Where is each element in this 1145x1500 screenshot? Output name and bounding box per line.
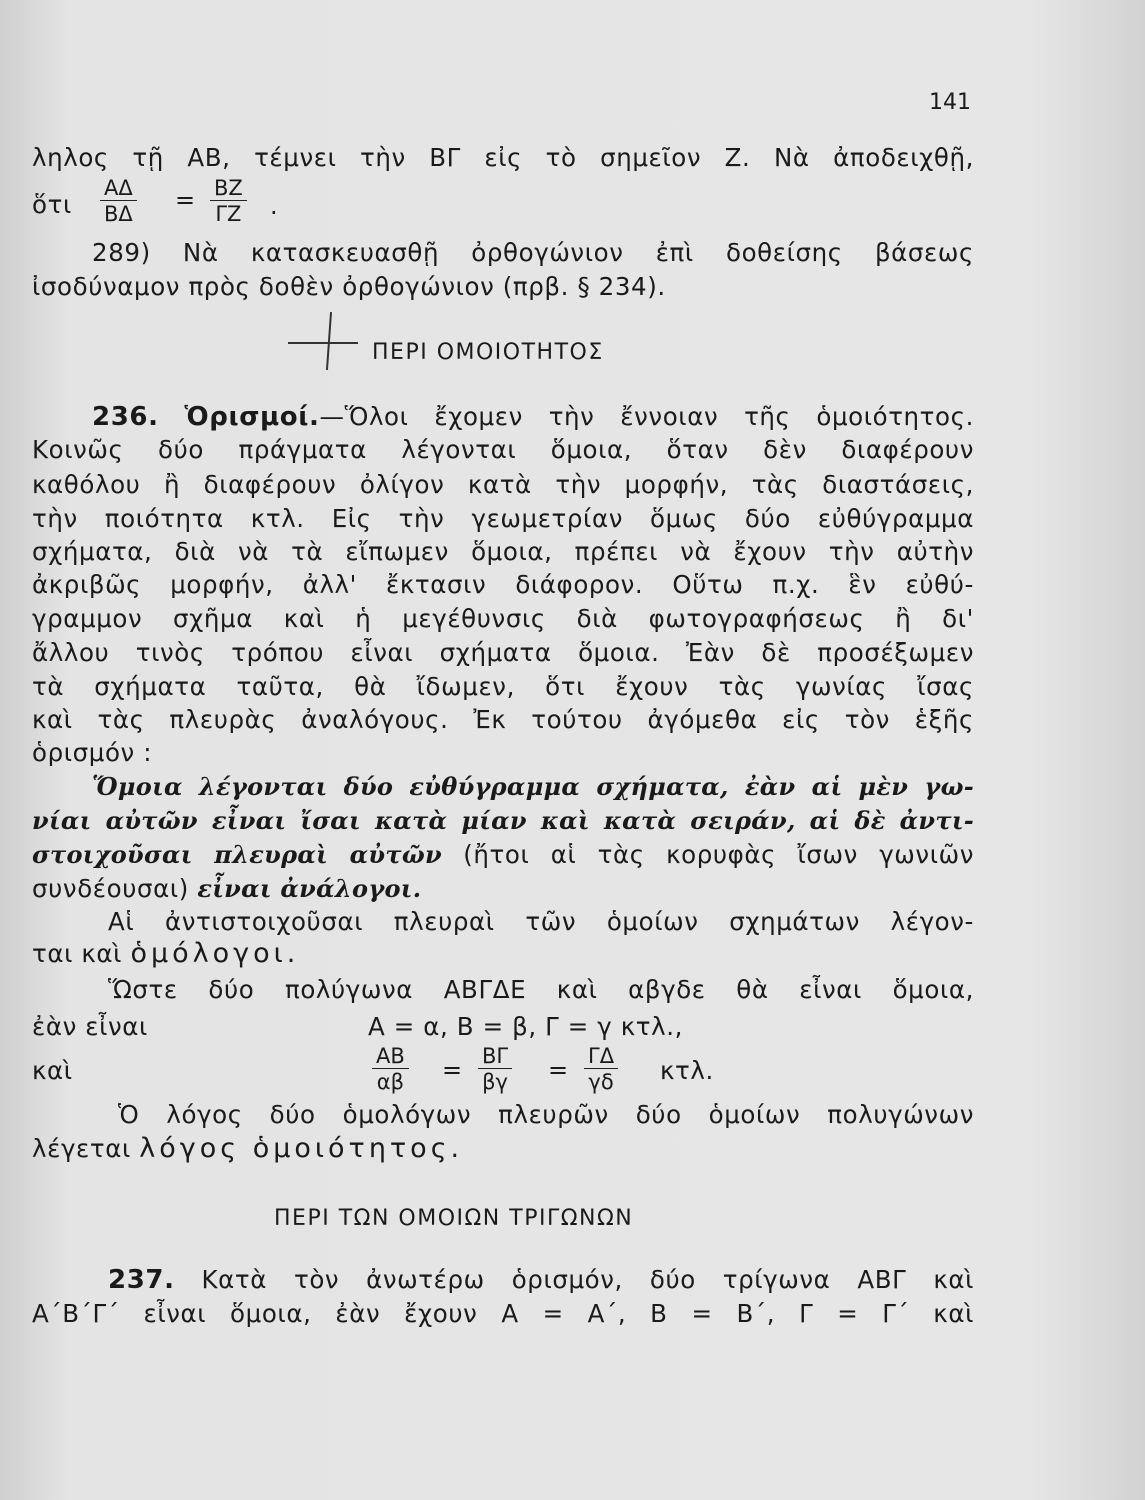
fraction-denominator: γδ [588,1070,614,1094]
paragraph-text: Κατὰ τὸν ἀνωτέρω ὁρισμόν, δύο τρίγωνα ΑΒΓ καὶ [174,1265,974,1294]
definition-line [32,840,974,869]
section-heading: ΠΕΡΙ ΤΩΝ ΟΜΟΙΩΝ ΤΡΙΓΩΝΩΝ [274,1206,634,1231]
section-heading: ΠΕΡΙ ΟΜΟΙΟΤΗΤΟΣ [372,340,604,365]
text-line: τὰ σχήματα ταῦτα, θὰ ἴδωμεν, ὅτι ἔχουν τὰς γωνίας ἴσας [32,672,974,701]
paragraph-236-line [92,402,974,432]
angle-equalities: Α = α, Β = β, Γ = γ κτλ., [368,1012,684,1041]
text-fragment: κτλ. [660,1056,714,1085]
text-fragment: καὶ [32,1056,73,1085]
text-line: Κοινῶς δύο πράγματα λέγονται ὅμοια, ὅταν δὲν διαφέρουν [32,435,974,464]
fraction-ab-alphabeta [372,1044,409,1095]
definition-line [32,874,421,903]
text-fragment: λέγεται [32,1134,140,1163]
fraction-numerator: ΓΔ [584,1044,618,1069]
fraction-numerator: ΒΓ [478,1044,512,1069]
text-line: Α΄Β΄Γ΄ εἶναι ὅμοια, ἐὰν ἔχουν Α = Α΄, Β = Β΄, Γ = Γ΄ καὶ [32,1299,974,1328]
fraction-denominator: ΓΖ [215,202,242,226]
spaced-term: λόγος ὁμοιότητος. [139,1133,464,1164]
fraction-bz-gz [210,176,247,227]
definition-line: Ὅμοια λέγονται δύο εὐθύγραμμα σχήματα, ἐὰν αἱ μὲν γω- [92,772,974,801]
definition-italic: στοιχοῦσαι πλευραὶ αὐτῶν [32,840,442,869]
text-line: τὴν ποιότητα κτλ. Εἰς τὴν γεωμετρίαν ὅμως δύο εὐθύγραμμα [32,504,974,533]
page-number: 141 [929,90,971,115]
fraction-ad-bd [100,176,137,227]
spaced-term: ὁμόλογοι. [130,938,300,969]
text-line: Ὥστε δύο πολύγωνα ΑΒΓΔΕ καὶ αβγδε θὰ εἶναι ὅμοια, [108,975,974,1004]
paragraph-237-line [108,1265,974,1295]
text-line: καὶ τὰς πλευρὰς ἀναλόγους. Ἐκ τούτου ἀγόμεθα εἰς τὸν ἑξῆς [32,705,974,734]
fraction-numerator: ΑΒ [372,1044,409,1069]
fraction-denominator: βγ [482,1070,508,1094]
text-line: καθόλου ἢ διαφέρουν ὀλίγον κατὰ τὴν μορφήν, τὰς διαστάσεις, [32,470,974,499]
text-line [32,938,299,969]
equals-sign: = [548,1056,569,1084]
text-fragment: ἐὰν εἶναι [32,1012,148,1041]
text-line: Αἱ ἀντιστοιχοῦσαι πλευραὶ τῶν ὁμοίων σχημάτων λέγον- [108,907,974,936]
definition-text: συνδέουσαι) [32,874,198,903]
paragraph-text: —Ὅλοι ἔχομεν τὴν ἔννοιαν τῆς ὁμοιότητος. [319,402,974,431]
text-line: ὁρισμόν : [32,738,153,767]
text-line: σχήματα, διὰ νὰ τὰ εἴπωμεν ὅμοια, πρέπει νὰ ἔχουν τὴν αὐτὴν [32,537,974,566]
fraction-denominator: ΒΔ [104,202,133,226]
text-line: ἀκριβῶς μορφήν, ἀλλ' ἔκτασιν διάφορον. Οὕτω π.χ. ἓν εὐθύ- [32,570,974,599]
pencil-mark [288,342,358,344]
pencil-mark [326,312,332,370]
text-word-oti: ὅτι [32,190,72,219]
exercise-289: 289) Νὰ κατασκευασθῇ ὀρθογώνιον ἐπὶ δοθείσης βάσεως [92,238,974,267]
paragraph-title: Ὁρισμοί. [184,402,320,432]
definition-line: νίαι αὐτῶν εἶναι ἴσαι κατὰ μίαν καὶ κατὰ σειράν, αἱ δὲ ἀντι- [32,806,974,835]
period: . [270,192,278,220]
equals-sign: = [175,186,196,214]
text-line: γραμμον σχῆμα καὶ ἡ μεγέθυνσις διὰ φωτογραφήσεως ἢ δι' [32,604,974,633]
definition-italic: εἶναι ἀνάλογοι. [197,874,422,903]
text-line: ἄλλου τινὸς τρόπου εἶναι σχήματα ὅμοια. Ἐὰν δὲ προσέξωμεν [32,638,974,667]
definition-text: (ἤτοι αἱ τὰς κορυφὰς ἴσων γωνιῶν [441,840,974,869]
fraction-numerator: ΑΔ [100,176,137,201]
fraction-bg-betagamma [478,1044,512,1095]
text-fragment: ται καὶ [32,939,131,968]
text-line: ἰσοδύναμον πρὸς δοθὲν ὀρθογώνιον (πρβ. § 234). [32,272,666,301]
paragraph-number: 236. [92,402,159,432]
fraction-numerator: ΒΖ [210,176,247,201]
paragraph-number: 237. [108,1265,175,1295]
fraction-gd-gammadelta [584,1044,618,1095]
text-line: ληλος τῇ ΑΒ, τέμνει τὴν ΒΓ εἰς τὸ σημεῖον Ζ. Νὰ ἀποδειχθῇ, [32,143,974,172]
text-line [32,1133,463,1164]
equals-sign: = [442,1056,463,1084]
text-line: Ὁ λόγος δύο ὁμολόγων πλευρῶν δύο ὁμοίων πολυγώνων [118,1100,974,1129]
fraction-denominator: αβ [376,1070,405,1094]
